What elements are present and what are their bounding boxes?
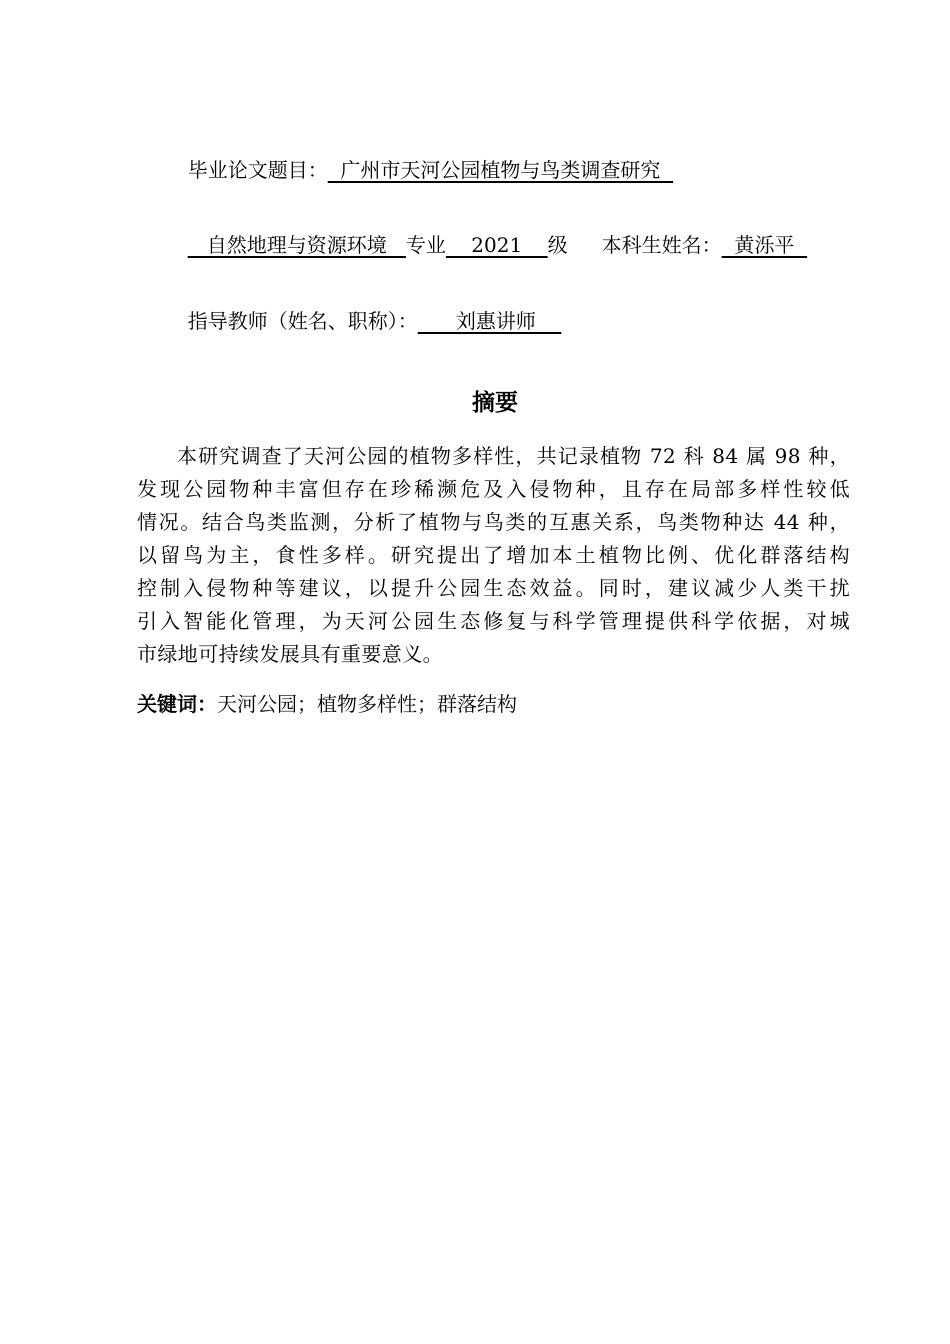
abstract-line: 发现公园物种丰富但存在珍稀濒危及入侵物种，且存在局部多样性较低 bbox=[137, 477, 850, 501]
keywords-row bbox=[137, 690, 517, 718]
thesis-title: 广州市天河公园植物与鸟类调查研究 bbox=[327, 158, 674, 182]
student-name: 黄泺平 bbox=[721, 233, 808, 257]
advisor-row bbox=[175, 279, 561, 335]
student-label: 本科生姓名： bbox=[601, 233, 722, 257]
abstract-line: 引入智能化管理，为天河公园生态修复与科学管理提供科学依据，对城 bbox=[137, 609, 850, 633]
abstract-line: 本研究调查了天河公园的植物多样性，共记录植物 72 科 84 属 98 种， bbox=[177, 444, 850, 468]
year-label: 级 bbox=[547, 233, 568, 257]
major-label: 专业 bbox=[405, 233, 446, 257]
keywords-value: 天河公园；植物多样性；群落结构 bbox=[217, 692, 517, 716]
abstract-line: 控制入侵物种等建议，以提升公园生态效益。同时，建议减少人类干扰 bbox=[137, 576, 850, 600]
major-value: 自然地理与资源环境 bbox=[187, 233, 406, 257]
abstract-line: 市绿地可持续发展具有重要意义。 bbox=[137, 642, 443, 666]
abstract-body bbox=[137, 440, 850, 671]
abstract-heading: 摘要 bbox=[472, 390, 518, 416]
thesis-title-row bbox=[175, 128, 673, 184]
major-row bbox=[175, 203, 807, 259]
thesis-title-label: 毕业论文题目： bbox=[187, 158, 328, 182]
keywords-label: 关键词： bbox=[137, 692, 217, 716]
year-value: 2021 bbox=[445, 233, 548, 257]
abstract-line: 以留鸟为主，食性多样。研究提出了增加本土植物比例、优化群落结构 bbox=[137, 543, 850, 567]
abstract-line: 情况。结合鸟类监测，分析了植物与鸟类的互惠关系，鸟类物种达 44 种， bbox=[137, 510, 850, 534]
advisor-value: 刘惠讲师 bbox=[417, 309, 562, 333]
advisor-label: 指导教师（姓名、职称）： bbox=[187, 309, 418, 333]
